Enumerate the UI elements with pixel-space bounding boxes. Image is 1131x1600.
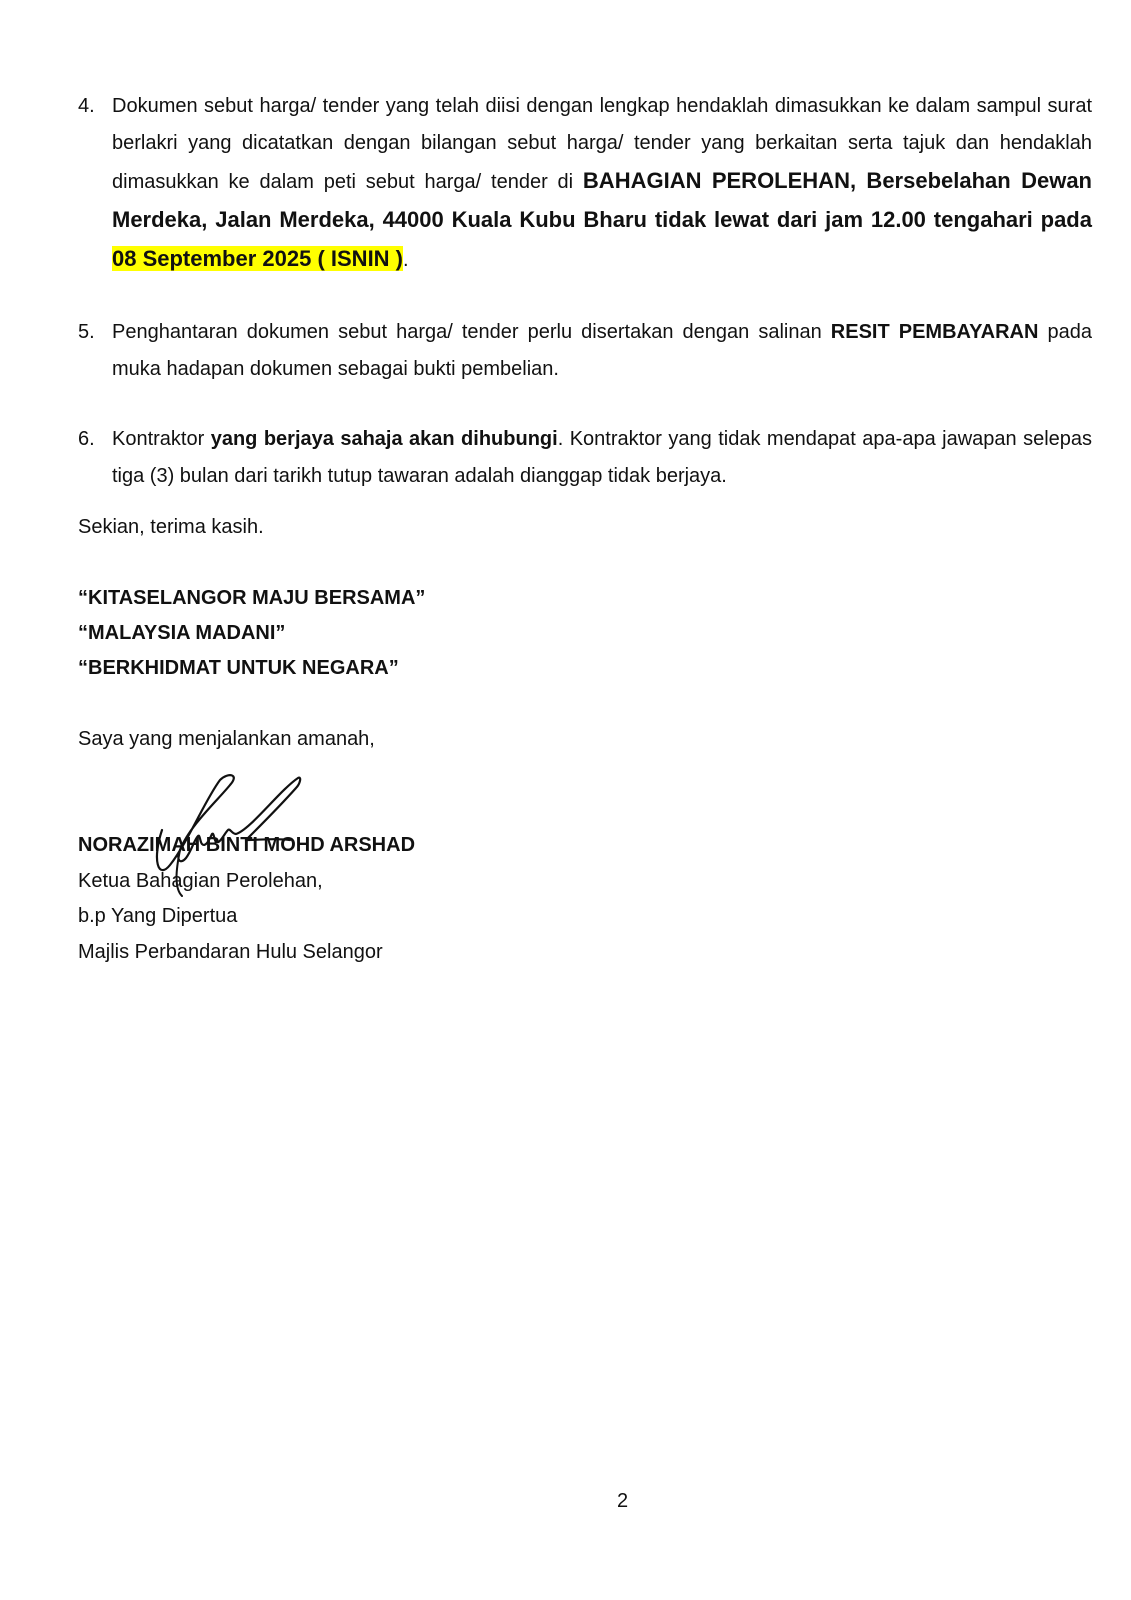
item-text-bold: BAHAGIAN PEROLEHAN, Bersebelahan Dewan Merdeka, Jalan Merdeka, 44000 Kuala Kubu Bharu tidak lewat dari jam 12.00 tengahari pada [112,168,1092,232]
signatory-name: NORAZIMAH BINTI MOHD ARSHAD [78,834,416,856]
signatory-title: Ketua Bahagian Perolehan, [78,870,323,892]
item-text-plain: Penghantaran dokumen sebut harga/ tender perlu disertakan dengan salinan [112,321,831,343]
trust-line: Saya yang menjalankan amanah, [78,728,375,750]
closing-line: Sekian, terima kasih. [78,516,264,538]
signatory-organisation: Majlis Perbandaran Hulu Selangor [78,941,383,963]
item-text-plain-2: . Kontraktor yang tidak mendapat apa-apa jawapan selepas tiga (3) bulan dari tarikh tutup tawaran adalah dianggap tidak berjaya. [112,428,1093,487]
page-number: 2 [616,1490,629,1512]
paragraph-item-6 [78,421,1092,495]
item-text-plain-2: pada muka hadapan dokumen sebagai bukti pembelian. [112,321,1092,380]
motto-line: “BERKHIDMAT UNTUK NEGARA” [78,657,399,679]
motto-line: “MALAYSIA MADANI” [78,622,286,644]
paragraph-item-5 [78,314,1092,388]
item-text-plain: Dokumen sebut harga/ tender yang telah diisi dengan lengkap hendaklah dimasukkan ke dalam sampul surat berlakri yang dicatatkan dengan bilangan sebut harga/ tender yang berkaitan serta tajuk dan hendaklah dimasukkan ke dalam peti sebut harga/ tender di [112,95,1092,193]
signatory-on-behalf: b.p Yang Dipertua [78,905,238,927]
item-text-end: . [403,249,409,271]
motto-line: “KITASELANGOR MAJU BERSAMA” [78,587,426,609]
closing-date-highlight: 08 September 2025 ( ISNIN ) [112,246,404,271]
item-text-bold: yang berjaya sahaja akan dihubungi [210,428,558,450]
item-text [112,88,1092,279]
item-number: 5. [78,321,95,343]
paragraph-item-4 [78,88,1092,279]
item-number: 4. [78,95,95,117]
item-text [112,421,1092,495]
item-number: 6. [78,428,95,450]
item-text-bold: RESIT PEMBAYARAN [830,321,1039,343]
item-text [112,314,1092,388]
item-text-plain: Kontraktor [112,428,211,450]
